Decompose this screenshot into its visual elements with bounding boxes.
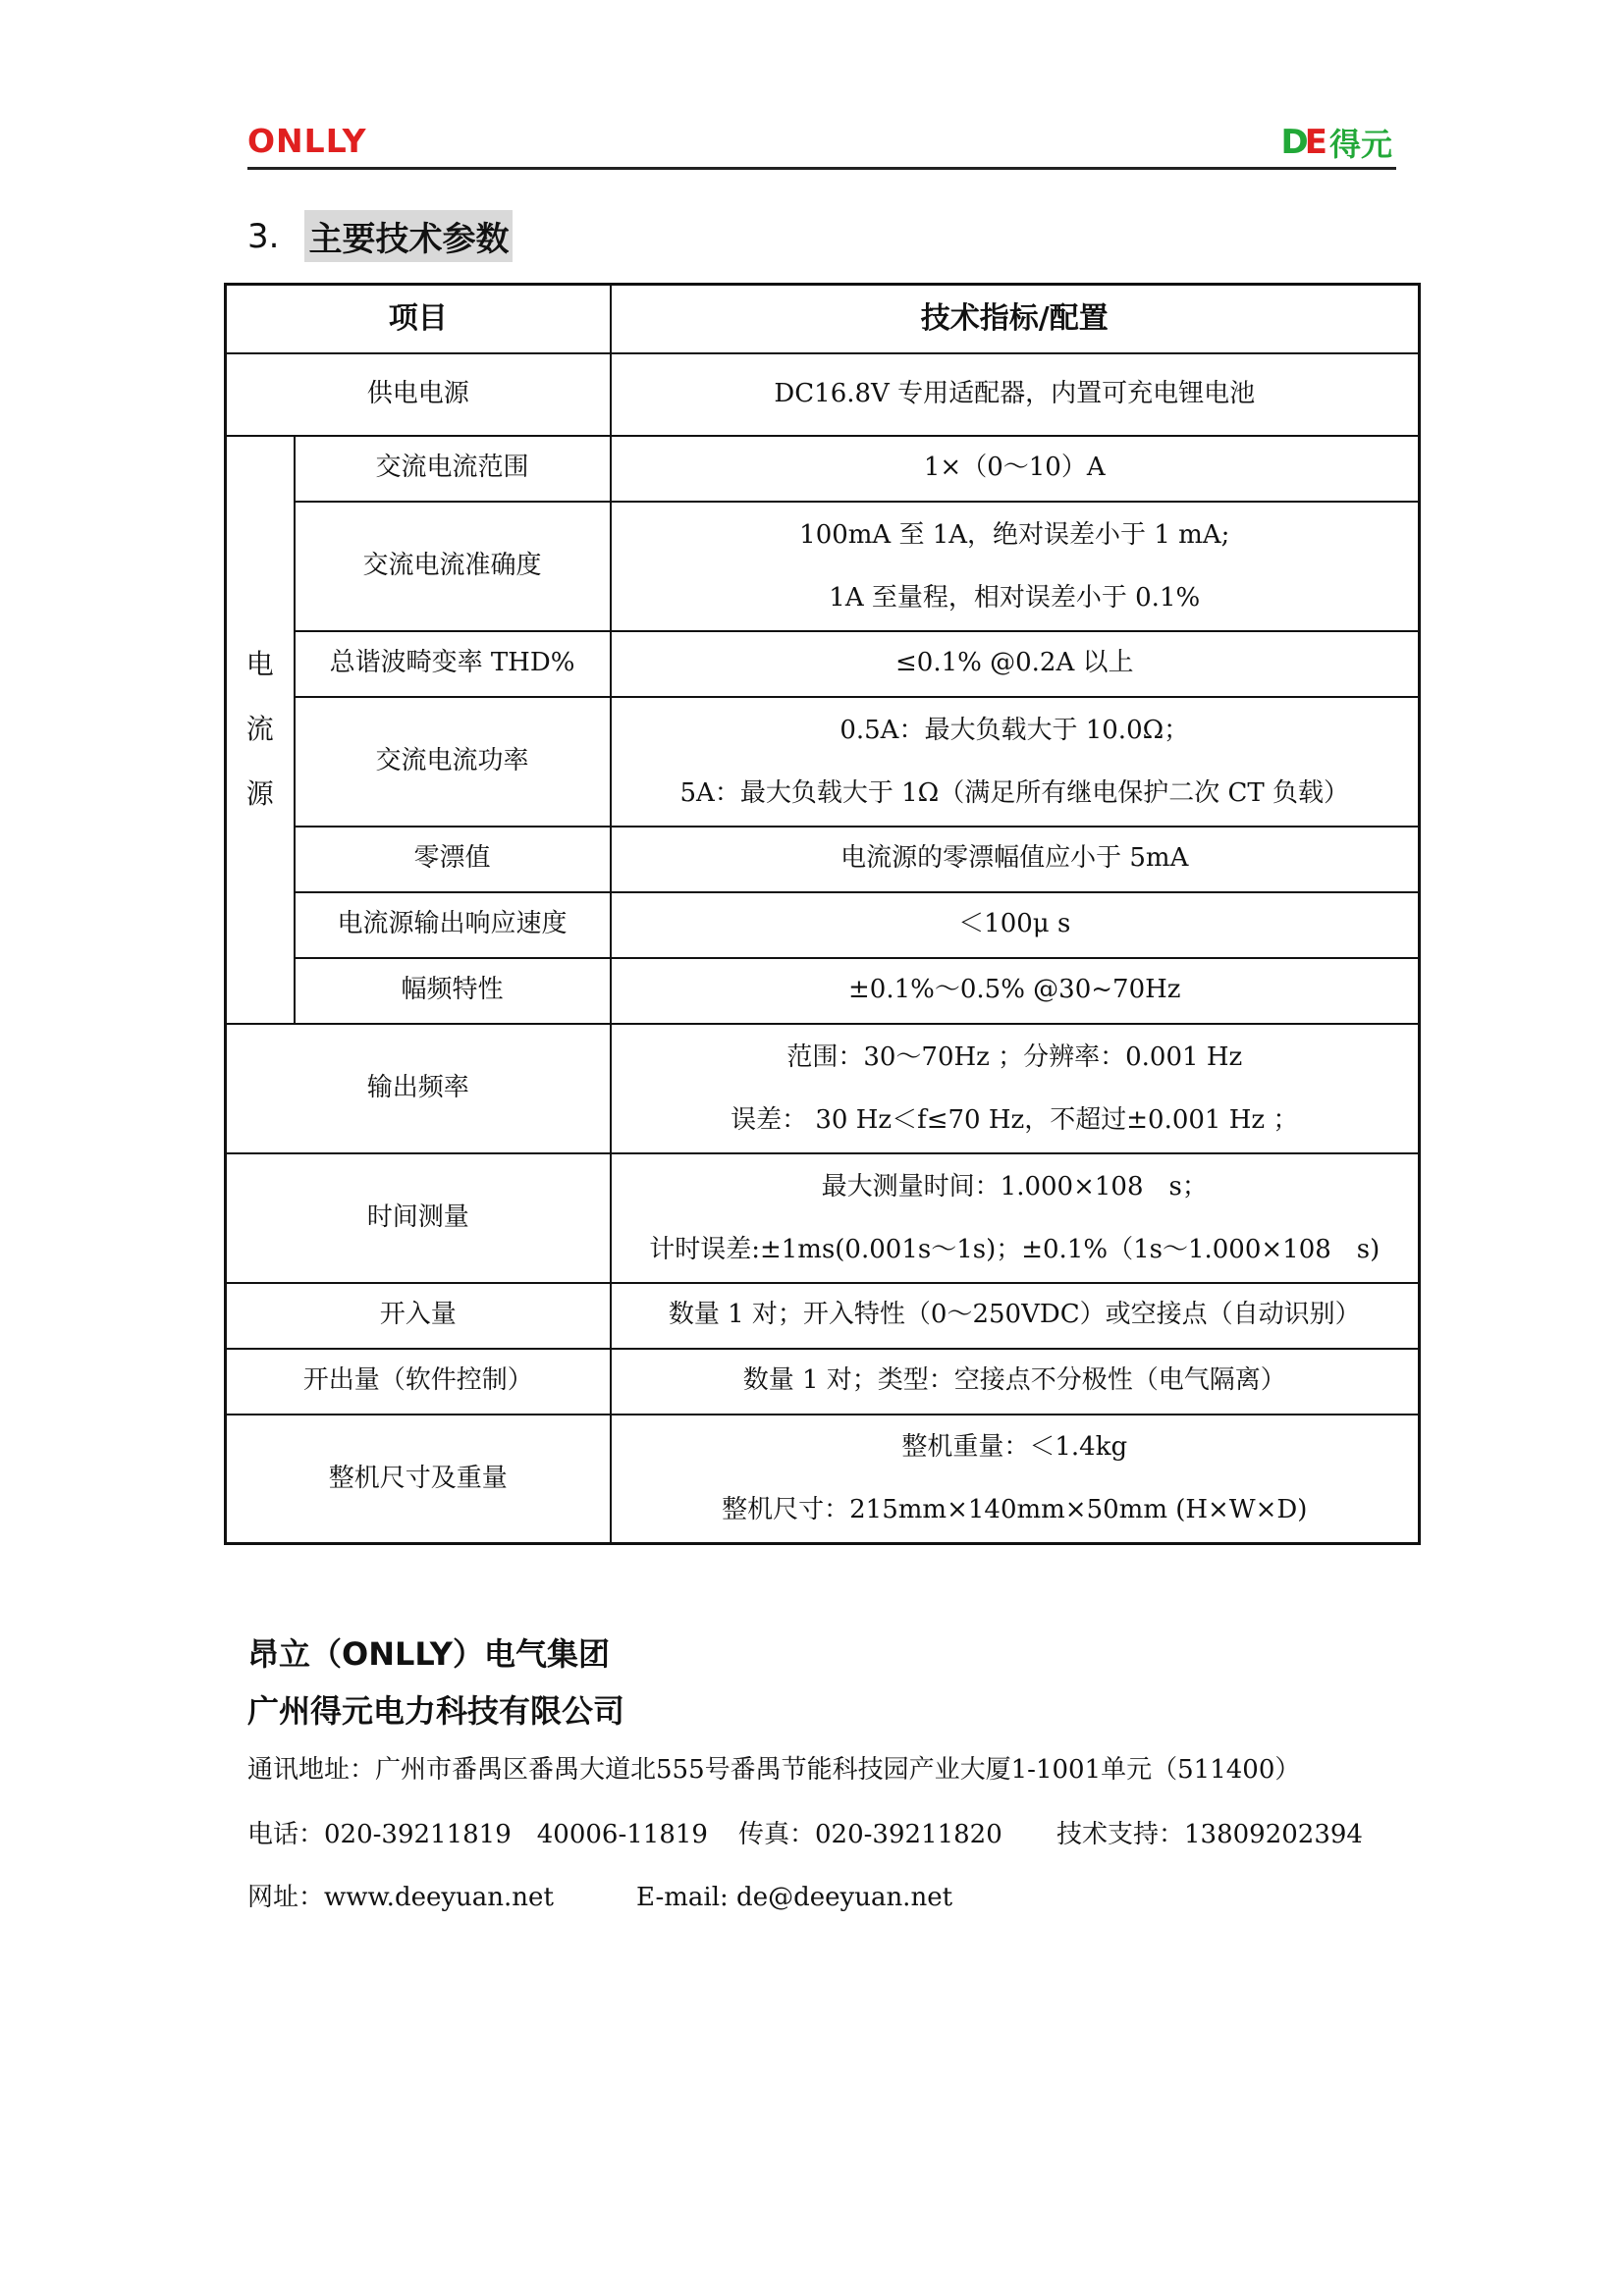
section-heading	[247, 210, 513, 262]
value-line: 5A：最大负载大于 1Ω（满足所有继电保护二次 CT 负载）	[679, 777, 1349, 808]
row-value	[611, 1024, 1420, 1153]
group-char: 电	[245, 648, 274, 680]
logo-mark-e: E	[1304, 123, 1324, 162]
logo-mark-d: D	[1280, 123, 1305, 162]
table-row	[226, 631, 1420, 697]
value-line: 最大测量时间：1.000×108 s；	[821, 1171, 1208, 1201]
table-row	[226, 1283, 1420, 1349]
row-value	[611, 697, 1420, 827]
col-header-spec: 技术指标/配置	[611, 285, 1420, 353]
table-row	[226, 958, 1420, 1024]
value-line: 计时误差:±1ms(0.001s～1s)；±0.1%（1s～1.000×108 s)	[649, 1234, 1380, 1264]
row-label: 开出量（软件控制）	[226, 1349, 611, 1415]
section-number: 3.	[247, 216, 280, 256]
value-line: 整机重量：＜1.4kg	[901, 1432, 1128, 1463]
row-label: 供电电源	[226, 353, 611, 436]
row-label: 交流电流功率	[295, 697, 611, 827]
spec-table	[224, 283, 1421, 1545]
contact-line	[247, 1814, 1363, 1850]
table-row	[226, 1153, 1420, 1283]
table-row	[226, 1024, 1420, 1153]
row-label: 输出频率	[226, 1024, 611, 1153]
row-value	[611, 1153, 1420, 1283]
support-number: 技术支持：13809202394	[1056, 1820, 1363, 1849]
row-value: 数量 1 对；开入特性（0～250VDC）或空接点（自动识别）	[611, 1283, 1420, 1349]
group-char: 源	[245, 777, 274, 810]
phone-number: 电话：020-39211819 40006-11819	[247, 1820, 708, 1849]
row-label: 幅频特性	[295, 958, 611, 1024]
row-value: DC16.8V 专用适配器，内置可充电锂电池	[611, 353, 1420, 436]
table-row	[226, 436, 1420, 502]
row-value: ＜100μ s	[611, 892, 1420, 958]
deeyuan-logo-name: 得元	[1328, 126, 1392, 163]
row-value: 电流源的零漂幅值应小于 5mA	[611, 827, 1420, 892]
row-value: 数量 1 对；类型：空接点不分极性（电气隔离）	[611, 1349, 1420, 1415]
onlly-logo: ONLLY	[247, 122, 367, 160]
page-header	[247, 116, 1396, 170]
website-link[interactable]: 网址：www.deeyuan.net	[247, 1883, 554, 1912]
row-value: ±0.1%～0.5% @30~70Hz	[611, 958, 1420, 1024]
row-value	[611, 502, 1420, 631]
row-value: ≤0.1% @0.2A 以上	[611, 631, 1420, 697]
value-line: 100mA 至 1A，绝对误差小于 1 mA;	[799, 519, 1230, 550]
row-label: 时间测量	[226, 1153, 611, 1283]
current-source-group-label	[226, 436, 295, 1024]
table-row	[226, 353, 1420, 436]
value-line: 误差： 30 Hz＜f≤70 Hz，不超过±0.001 Hz ；	[731, 1104, 1299, 1135]
group-char: 流	[245, 713, 274, 745]
group-name: 昂立（ONLLY）电气集团	[247, 1635, 610, 1673]
deeyuan-logo	[1281, 120, 1392, 165]
row-label: 电流源输出响应速度	[295, 892, 611, 958]
company-address: 通讯地址：广州市番禺区番禺大道北555号番禺节能科技园产业大厦1-1001单元（511400）	[247, 1755, 1301, 1785]
company-name: 广州得元电力科技有限公司	[247, 1692, 625, 1730]
table-row	[226, 892, 1420, 958]
row-label: 交流电流准确度	[295, 502, 611, 631]
value-line: 1A 至量程，相对误差小于 0.1%	[829, 582, 1201, 613]
table-header-row	[226, 285, 1420, 353]
email-link[interactable]: E-mail: de@deeyuan.net	[636, 1883, 953, 1912]
value-line: 整机尺寸：215mm×140mm×50mm (H×W×D)	[722, 1495, 1308, 1525]
deeyuan-logo-mark	[1281, 123, 1324, 162]
row-value: 1×（0～10）A	[611, 436, 1420, 502]
table-row	[226, 827, 1420, 892]
row-value	[611, 1415, 1420, 1544]
table-row	[226, 1415, 1420, 1544]
col-header-item: 项目	[226, 285, 611, 353]
fax-number: 传真：020-39211820	[738, 1820, 1002, 1849]
value-line: 范围：30～70Hz ；分辨率：0.001 Hz	[786, 1041, 1243, 1072]
web-line	[247, 1877, 952, 1913]
row-label: 整机尺寸及重量	[226, 1415, 611, 1544]
section-title: 主要技术参数	[304, 210, 513, 262]
table-row	[226, 1349, 1420, 1415]
row-label: 总谐波畸变率 THD%	[295, 631, 611, 697]
table-row	[226, 697, 1420, 827]
row-label: 零漂值	[295, 827, 611, 892]
row-label: 开入量	[226, 1283, 611, 1349]
value-line: 0.5A：最大负载大于 10.0Ω；	[839, 715, 1190, 745]
row-label: 交流电流范围	[295, 436, 611, 502]
table-row	[226, 502, 1420, 631]
